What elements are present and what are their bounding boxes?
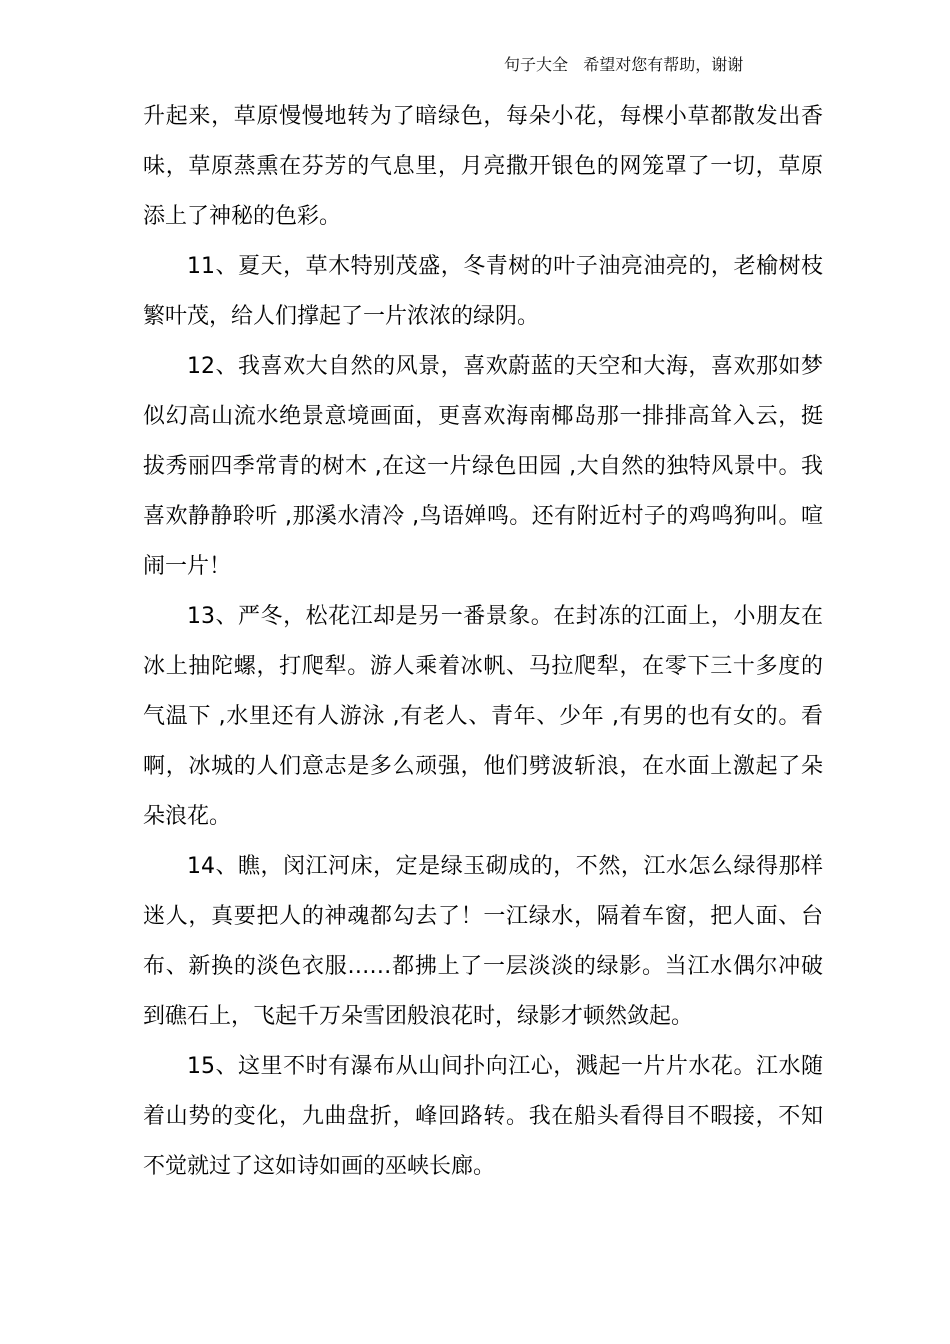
paragraph-item-15: 15、这里不时有瀑布从山间扑向江心，溅起一片片水花。江水随着山势的变化，九曲盘折，峰回路转。我在船头看得目不暇接，不知不觉就过了这如诗如画的巫峡长廊。 [143,1054,823,1179]
paragraph-item-13: 13、严冬，松花江却是另一番景象。在封冻的江面上，小朋友在冰上抽陀螺，打爬犁。游人乘着冰帆、马拉爬犁，在零下三十多度的气温下 ,水里还有人游泳 ,有老人、青年、少年 ,有男的也有女的。看啊，冰城的人们意志是多么顽强，他们劈波斩浪，在水面上激起了朵朵浪花。 [143,604,823,829]
paragraph-continuation: 升起来，草原慢慢地转为了暗绿色，每朵小花，每棵小草都散发出香味，草原蒸熏在芬芳的气息里，月亮撒开银色的网笼罩了一切，草原添上了神秘的色彩。 [143,104,823,229]
paragraph-item-12: 12、我喜欢大自然的风景，喜欢蔚蓝的天空和大海，喜欢那如梦似幻高山流水绝景意境画面，更喜欢海南椰岛那一排排高耸入云，挺拔秀丽四季常青的树木 ,在这一片绿色田园 ,大自然的独特风景中。我喜欢静静聆听 ,那溪水清冷 ,鸟语婵鸣。还有附近村子的鸡鸣狗叫。喧闹一片！ [143,354,823,579]
page-header: 句子大全 希望对您有帮助，谢谢 [504,55,744,74]
paragraph-item-14: 14、瞧，闵江河床，定是绿玉砌成的，不然，江水怎么绿得那样迷人，真要把人的神魂都勾去了！一江绿水，隔着车窗，把人面、台布、新换的淡色衣服……都拂上了一层淡淡的绿影。当江水偶尔冲破到礁石上，飞起千万朵雪团般浪花时，绿影才顿然敛起。 [143,854,823,1029]
document-body [143,92,823,1192]
paragraph-item-11: 11、夏天，草木特别茂盛，冬青树的叶子油亮油亮的，老榆树枝繁叶茂，给人们撑起了一片浓浓的绿阴。 [143,254,823,329]
